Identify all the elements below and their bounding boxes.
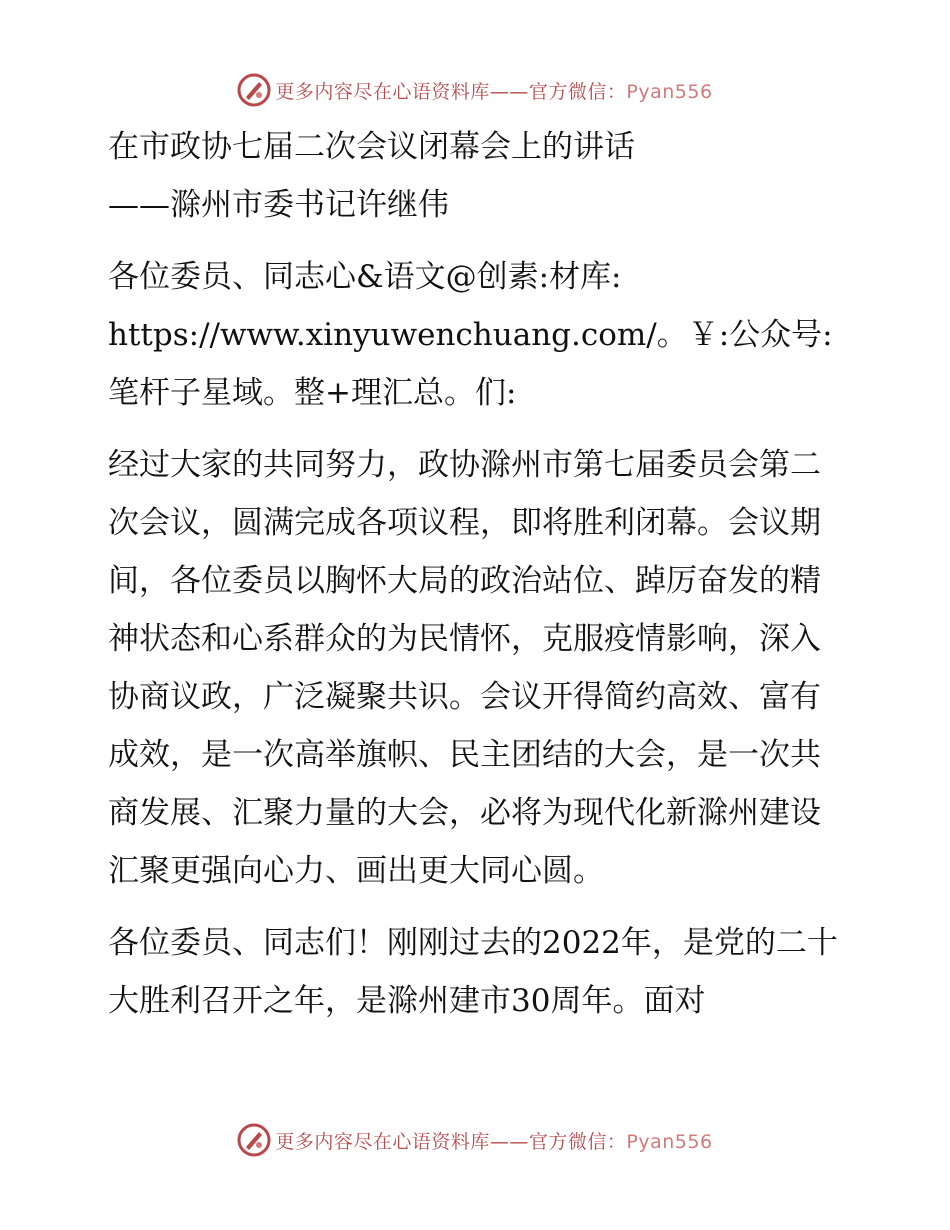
- header-watermark-banner: [0, 70, 950, 110]
- paragraph-body-2: 各位委员、同志们！刚刚过去的2022年，是党的二十大胜利召开之年，是滁州建市30周年。面对: [108, 925, 838, 1019]
- paragraph-salutation: 各位委员、同志心&语文@创素:材库: https://www.xinyuwenchuang.com/。￥:公众号: 笔杆子星域。整+理汇总。们:: [108, 259, 833, 411]
- brand-logo-icon: [237, 1123, 271, 1157]
- paragraph-body-1: 经过大家的共同努力，政协滁州市第七届委员会第二次会议，圆满完成各项议程，即将胜利闭幕。会议期间，各位委员以胸怀大局的政治站位、踔厉奋发的精神状态和心系群众的为民情怀，克服疫情影响，深入协商议政，广泛凝聚共识。会议开得简约高效、富有成效，是一次高举旗帜、民主团结的大会，是一次共商发展、汇聚力量的大会，必将为现代化新滁州建设汇聚更强向心力、画出更大同心圆。: [108, 447, 821, 889]
- document-subtitle: ——滁州市委书记许继伟: [108, 187, 449, 223]
- wechat-id: Pyan556: [626, 80, 713, 103]
- banner-text: 更多内容尽在心语资料库——官方微信：Pyan556: [275, 1130, 713, 1153]
- footer-watermark-banner: [0, 1120, 950, 1160]
- document-title: 在市政协七届二次会议闭幕会上的讲话: [108, 129, 635, 165]
- banner-text: 更多内容尽在心语资料库——官方微信：Pyan556: [275, 80, 713, 103]
- document-body: [98, 118, 850, 1030]
- wechat-id: Pyan556: [626, 1130, 713, 1153]
- brand-logo-icon: [237, 73, 271, 107]
